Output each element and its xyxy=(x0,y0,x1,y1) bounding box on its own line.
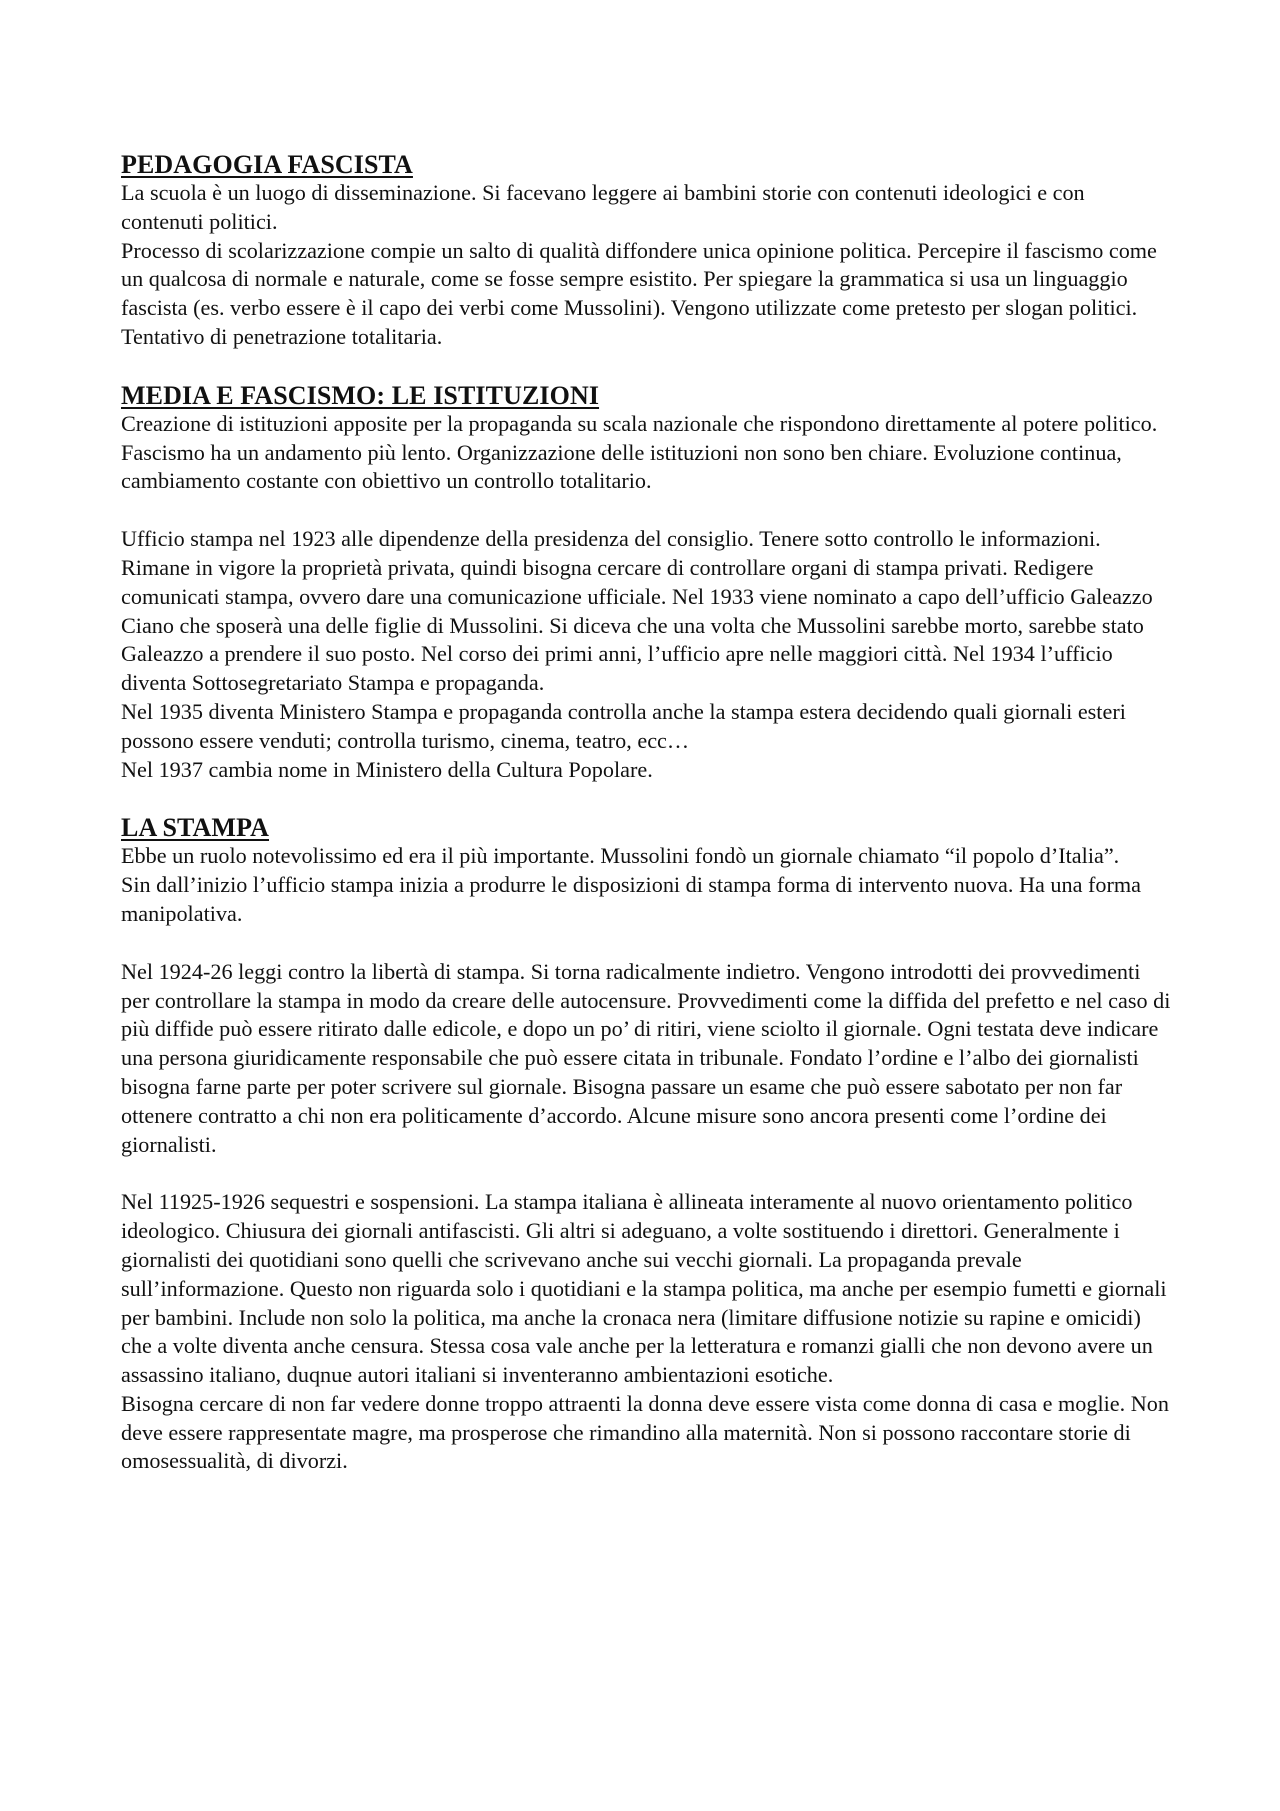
paragraph: Fascismo ha un andamento più lento. Organizzazione delle istituzioni non sono ben chiare. Evoluzione continua, cambiamento costante con obiettivo un controllo totalitario. xyxy=(121,439,1122,494)
paragraph-spacer xyxy=(121,496,1171,525)
paragraph-spacer xyxy=(121,929,1171,958)
paragraph: Creazione di istituzioni apposite per la propaganda su scala nazionale che rispondono direttamente al potere politico. xyxy=(121,410,1158,436)
paragraph: Nel 11925-1926 sequestri e sospensioni. La stampa italiana è allineata interamente al nuovo orientamento politico ideologico. Chiusura dei giornali antifascisti. Gli altri si adeguano, a volte sostituendo i direttori. Generalmente i giornalisti dei quotidiani sono quelli che scrivevano anche sui vecchi giornali. La propaganda prevale sull’informazione. Questo non riguarda solo i quotidiani e la stampa politica, ma anche per esempio fumetti e giornali per bambini. Include non solo la politica, ma anche la cronaca nera (limitare diffusione notizie su rapine e omicidi) che a volte diventa anche censura. Stessa cosa vale anche per la letteratura e romanzi gialli che non devono avere un assassino italiano, duqnue autori italiani si inventeranno ambientazioni esotiche. xyxy=(121,1189,1167,1388)
paragraph: La scuola è un luogo di disseminazione. Si facevano leggere ai bambini storie con contenuti ideologici e con contenuti politici. xyxy=(121,180,1085,234)
paragraph: Bisogna cercare di non far vedere donne troppo attraenti la donna deve essere vista come donna di casa e moglie. Non deve essere rappresentate magre, ma prosperose che rimandino alla maternità. Non si possono raccontare storie di omosessualità, di divorzi. xyxy=(121,1390,1169,1474)
paragraph-spacer xyxy=(121,1159,1171,1188)
paragraph: Processo di scolarizzazione compie un salto di qualità diffondere unica opinione politica. Percepire il fascismo come un qualcosa di normale e naturale, come se fosse sempre esistito. Per spiegare la grammatica si usa un linguaggio fascista (es. verbo essere è il capo dei verbi come Mussolini). Vengono utilizzate come pretesto per slogan politici. Tentativo di penetrazione totalitaria. xyxy=(121,237,1157,349)
section-heading-pedagogia-fascista: PEDAGOGIA FASCISTA xyxy=(121,150,413,179)
paragraph: Nel 1937 cambia nome in Ministero della Cultura Popolare. xyxy=(121,756,653,782)
paragraph: Sin dall’inizio l’ufficio stampa inizia a produrre le disposizioni di stampa forma di intervento nuova. Ha una forma manipolativa. xyxy=(121,872,1141,926)
section-heading-media-e-fascismo: MEDIA E FASCISMO: LE ISTITUZIONI xyxy=(121,380,600,410)
section-heading-la-stampa: LA STAMPA xyxy=(121,813,270,843)
paragraph: Nel 1935 diventa Ministero Stampa e propaganda controlla anche la stampa estera decidendo quali giornali esteri possono essere venduti; controlla turismo, cinema, teatro, ecc… xyxy=(121,698,1126,753)
paragraph: Nel 1924-26 leggi contro la libertà di stampa. Si torna radicalmente indietro. Vengono introdotti dei provvedimenti per controllare la stampa in modo da creare delle autocensure. Provvedimenti come la diffida del prefetto e nel caso di più diffide può essere ritirato dalle edicole, e dopo un po’ di ritiri, viene sciolto il giornale. Ogni testata deve indicare una persona giuridicamente responsabile che può essere citata in tribunale. Fondato l’ordine e l’albo dei giornalisti bisogna farne parte per poter scrivere sul giornale. Bisogna passare un esame che può essere sabotato per non far ottenere contratto a chi non era politicamente d’accordo. Alcune misure sono ancora presenti come l’ordine dei giornalisti. xyxy=(121,958,1171,1157)
section-spacer xyxy=(121,784,1171,813)
paragraph: Ebbe un ruolo notevolissimo ed era il più importante. Mussolini fondò un giornale chiamato “il popolo d’Italia”. xyxy=(121,843,1120,869)
section-spacer xyxy=(121,352,1171,381)
document-page xyxy=(121,150,1171,1476)
paragraph: Ufficio stampa nel 1923 alle dipendenze della presidenza del consiglio. Tenere sotto controllo le informazioni. Rimane in vigore la proprietà privata, quindi bisogna cercare di controllare organi di stampa privati. Redigere comunicati stampa, ovvero dare una comunicazione ufficiale. Nel 1933 viene nominato a capo dell’ufficio Galeazzo Ciano che sposerà una delle figlie di Mussolini. Si diceva che una volta che Mussolini sarebbe morto, sarebbe stato Galeazzo a prendere il suo posto. Nel corso dei primi anni, l’ufficio apre nelle maggiori città. Nel 1934 l’ufficio diventa Sottosegretariato Stampa e propaganda. xyxy=(121,526,1153,696)
